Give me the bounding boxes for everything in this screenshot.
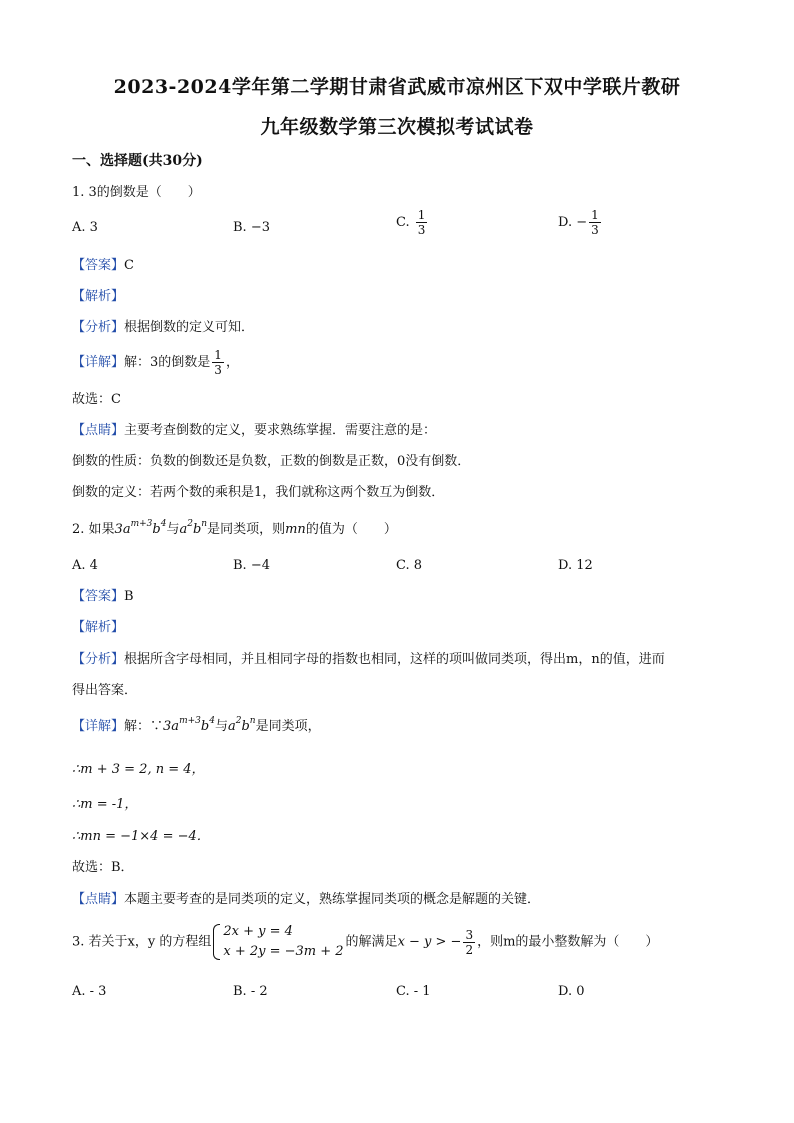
fraction-denominator: 3 xyxy=(214,363,222,377)
q1-analysis-tag: 【解析】 xyxy=(72,289,125,304)
fraction-denominator: 3 xyxy=(417,223,426,237)
q2-detail-term1 xyxy=(163,716,215,734)
q3-stem-mid: 的解满足 xyxy=(345,934,398,950)
q3-stem-pre: 3. 若关于x，y 的方程组 xyxy=(72,934,212,950)
xiangjie-tag: 【详解】 xyxy=(72,355,125,370)
q2-stem-mid: 与 xyxy=(166,522,180,537)
q1-answer xyxy=(72,256,134,276)
q2-detail-term2-base: a xyxy=(227,719,236,734)
xiangjie-punct: ， xyxy=(225,355,239,370)
q2-option-d: D. 12 xyxy=(558,558,593,573)
fraction-denominator: 2 xyxy=(465,942,474,957)
xiangjie-post: 是同类项， xyxy=(255,719,321,734)
question-1-stem: 1. 3的倒数是（ ） xyxy=(72,185,201,200)
q3-equation-system xyxy=(213,922,343,962)
fraction-numerator: 1 xyxy=(417,208,426,222)
q2-step-3: ∴mn = −1×4 = −4． xyxy=(72,829,210,844)
fraction-numerator: 1 xyxy=(214,348,222,362)
q2-detail-term1-exp: m+3 xyxy=(179,716,201,726)
fraction-numerator: 3 xyxy=(465,927,474,942)
q1-option-b: B. −3 xyxy=(233,220,270,235)
q2-analysis-tag: 【解析】 xyxy=(72,620,125,635)
q3-condition: x − y > − xyxy=(397,934,462,950)
q3-option-b: B. - 2 xyxy=(233,984,268,999)
q2-detail-term2 xyxy=(227,716,256,734)
fenxi-text: 根据倒数的定义可知． xyxy=(124,320,255,335)
q2-detail-mid: 与 xyxy=(214,719,228,734)
q1-option-d-prefix: D. − xyxy=(558,215,588,230)
q3-condition-fraction xyxy=(463,928,475,957)
q2-term1-exp: m+3 xyxy=(130,519,153,529)
answer-tag: 【答案】 xyxy=(72,589,125,604)
q3-equation-1: 2x + y = 4 xyxy=(223,924,293,939)
xiangjie-fraction xyxy=(212,348,224,377)
q2-answer xyxy=(72,587,134,607)
q2-detail-term1-b: b xyxy=(200,719,210,734)
q2-option-b: B. −4 xyxy=(233,558,270,573)
q2-detail-term1-base: 3a xyxy=(163,719,180,734)
answer-tag: 【答案】 xyxy=(72,258,125,273)
q3-option-c: C. - 1 xyxy=(396,984,431,999)
fraction-denominator: 3 xyxy=(591,223,599,237)
xiangjie-tag: 【详解】 xyxy=(72,719,125,734)
answer-value: C xyxy=(124,258,134,273)
q2-fenxi-cont: 得出答案． xyxy=(72,683,138,698)
q1-option-c-prefix: C. xyxy=(396,215,410,230)
q3-option-a: A. - 3 xyxy=(72,984,107,999)
dianjing-text: 本题主要考查的是同类项的定义，熟练掌握同类项的概念是解题的关键． xyxy=(124,892,541,907)
q2-xiangjie xyxy=(72,717,321,737)
q2-stem-post1: 是同类项，则 xyxy=(207,522,286,537)
q2-term2 xyxy=(179,519,208,537)
q2-fenxi xyxy=(72,650,665,670)
q2-term1 xyxy=(114,519,167,537)
q2-step-1: ∴m + 3 = 2, n = 4， xyxy=(72,762,205,777)
q2-choose: 故选：B． xyxy=(72,860,134,875)
brace-icon xyxy=(213,924,220,960)
answer-value: B xyxy=(124,589,134,604)
q2-step-2: ∴m = -1， xyxy=(72,797,138,812)
q1-dianjing xyxy=(72,421,436,441)
q2-term1-base: 3a xyxy=(114,522,131,537)
q2-term1-b: b xyxy=(152,522,161,537)
fraction-numerator: 1 xyxy=(591,208,599,222)
xiangjie-text: 解：3的倒数是 xyxy=(124,355,211,370)
q2-term2-bexp: n xyxy=(201,519,208,529)
dianjing-text: 主要考查倒数的定义，要求熟练掌握．需要注意的是： xyxy=(124,423,437,438)
q2-option-a: A. 4 xyxy=(72,558,98,573)
q1-option-c-fraction xyxy=(416,208,428,237)
q3-equation-2: x + 2y = −3m + 2 xyxy=(223,944,344,959)
q2-term2-exp: 2 xyxy=(187,519,193,529)
q2-option-c: C. 8 xyxy=(396,558,423,573)
q2-term2-b: b xyxy=(192,522,202,537)
fenxi-tag: 【分析】 xyxy=(72,320,125,335)
q1-choose: 故选：C xyxy=(72,392,121,407)
q1-xiangjie xyxy=(72,348,239,377)
q2-stem-post2: 的值为（ ） xyxy=(305,522,397,537)
dianjing-tag: 【点睛】 xyxy=(72,892,125,907)
q2-detail-term2-exp: 2 xyxy=(235,716,242,726)
question-3-stem xyxy=(72,922,658,962)
q1-option-c xyxy=(396,208,429,237)
q2-detail-term1-bexp: 4 xyxy=(209,716,215,726)
q2-stem-mn: mn xyxy=(285,522,306,537)
q1-note-property: 倒数的性质：负数的倒数还是负数，正数的倒数是正数，0没有倒数． xyxy=(72,454,471,469)
q2-term2-base: a xyxy=(179,522,188,537)
q3-stem-post: ，则m的最小整数解为（ ） xyxy=(477,934,659,950)
q1-option-d-fraction xyxy=(589,208,601,237)
q2-detail-term2-bexp: n xyxy=(249,716,256,726)
document-title-line2: 九年级数学第三次模拟考试试卷 xyxy=(260,116,534,138)
document-title-line1: 2023-2024学年第二学期甘肃省武威市凉州区下双中学联片教研 xyxy=(113,76,681,98)
question-2-stem xyxy=(72,520,397,540)
q1-option-a: A. 3 xyxy=(72,220,98,235)
section-heading: 一、选择题(共30分) xyxy=(72,153,203,169)
q2-stem-pre: 2. 如果 xyxy=(72,522,115,537)
q2-dianjing xyxy=(72,890,540,910)
dianjing-tag: 【点睛】 xyxy=(72,423,125,438)
q2-detail-term2-b: b xyxy=(241,719,250,734)
q1-option-d xyxy=(558,208,603,237)
q1-fenxi xyxy=(72,318,254,338)
q3-option-d: D. 0 xyxy=(558,984,585,999)
q2-term1-bexp: 4 xyxy=(160,519,167,529)
q1-note-definition: 倒数的定义：若两个数的乘积是1，我们就称这两个数互为倒数． xyxy=(72,485,445,500)
fenxi-tag: 【分析】 xyxy=(72,652,125,667)
xiangjie-text: 解：∵ xyxy=(124,719,164,734)
fenxi-text: 根据所含字母相同，并且相同字母的指数也相同，这样的项叫做同类项，得出m，n的值，进而 xyxy=(124,652,665,667)
